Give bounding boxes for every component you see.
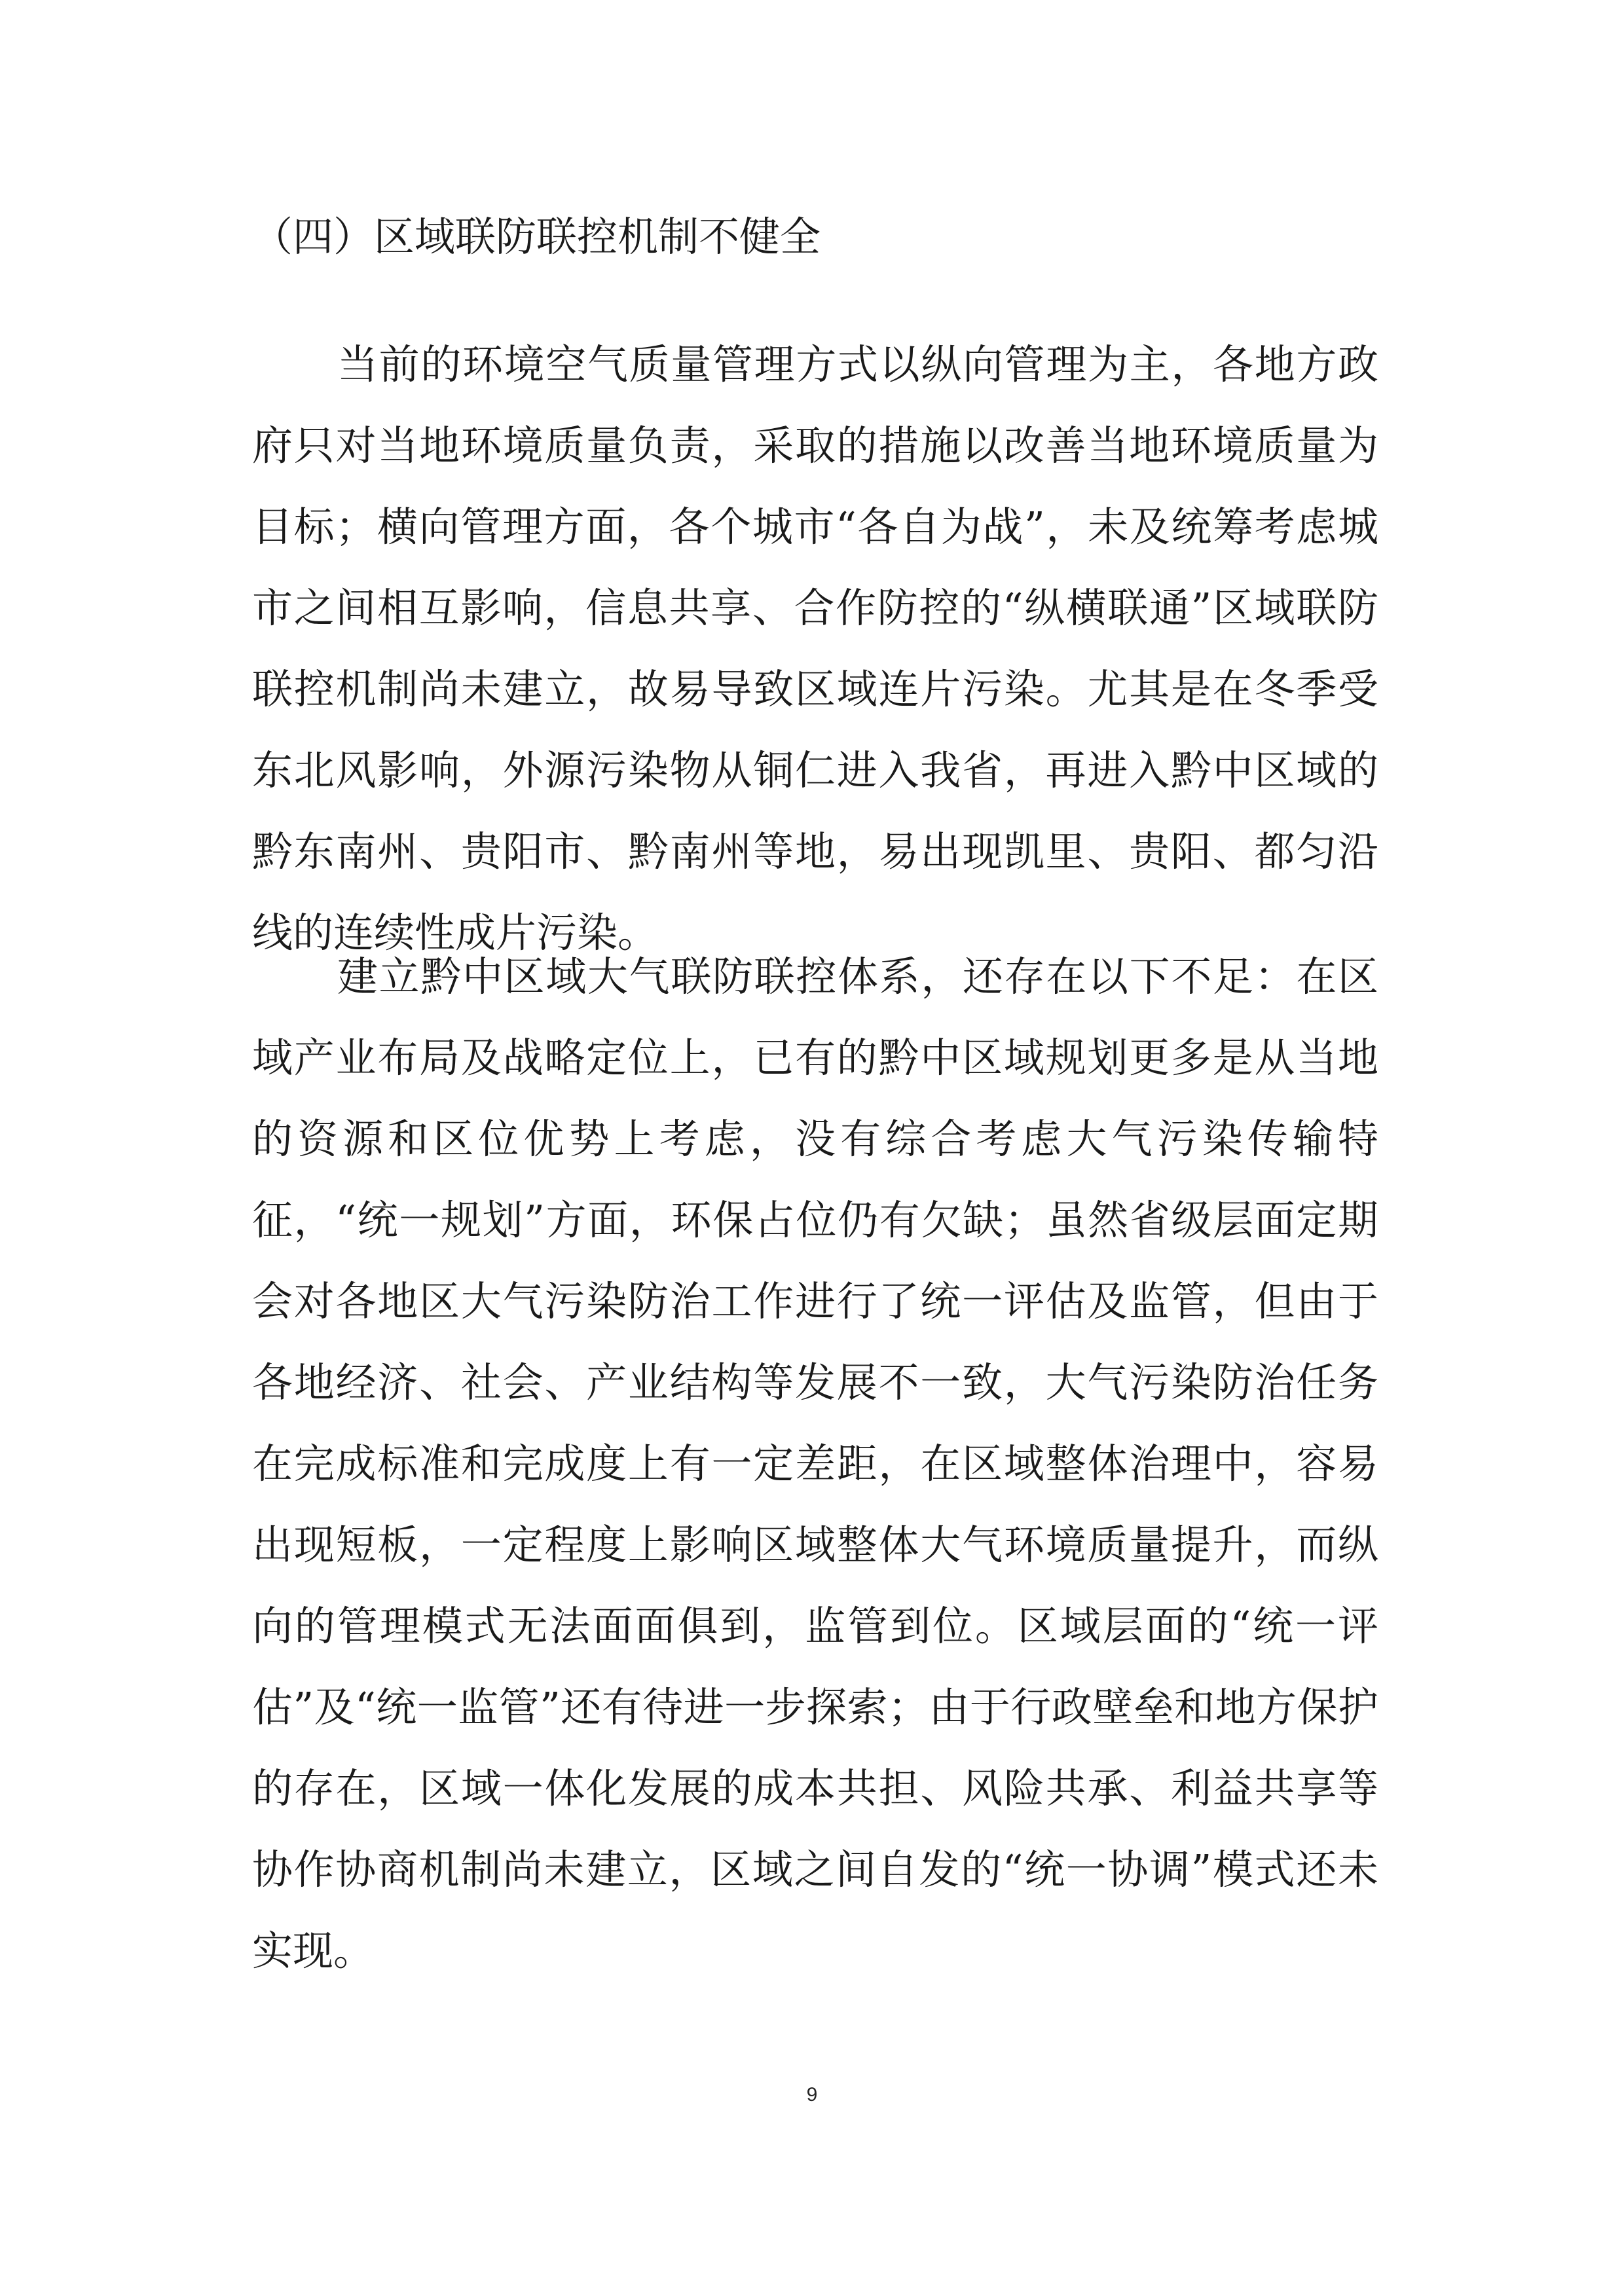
- body-paragraph-2: 建立黔中区域大气联防联控体系，还存在以下不足：在区域产业布局及战略定位上，已有的黔中区域规划更多是从当地的资源和区位优势上考虑，没有综合考虑大气污染传输特征，“统一规划”方面，环保占位仍有欠缺；虽然省级层面定期会对各地区大气污染防治工作进行了统一评估及监管，但由于各地经济、社会、产业结构等发展不一致，大气污染防治任务在完成标准和完成度上有一定差距，在区域整体治理中，容易出现短板，一定程度上影响区域整体大气环境质量提升，而纵向的管理模式无法面面俱到，监管到位。区域层面的“统一评估”及“统一监管”还有待进一步探索；由于行政壁垒和地方保护的存在，区域一体化发展的成本共担、风险共承、利益共享等协作协商机制尚未建立，区域之间自发的“统一协调”模式还未实现。: [252, 953, 1378, 1975]
- body-paragraph-1: 当前的环境空气质量管理方式以纵向管理为主，各地方政府只对当地环境质量负责，采取的措施以改善当地环境质量为目标；横向管理方面，各个城市“各自为战”，未及统筹考虑城市之间相互影响，信息共享、合作防控的“纵横联通”区域联防联控机制尚未建立，故易导致区域连片污染。尤其是在冬季受东北风影响，外源污染物从铜仁进入我省，再进入黔中区域的黔东南州、贵阳市、黔南州等地，易出现凯里、贵阳、都匀沿线的连续性成片污染。: [252, 340, 1378, 957]
- page-number: 9: [806, 2084, 818, 2105]
- section-heading: （四）区域联防联控机制不健全: [252, 213, 821, 261]
